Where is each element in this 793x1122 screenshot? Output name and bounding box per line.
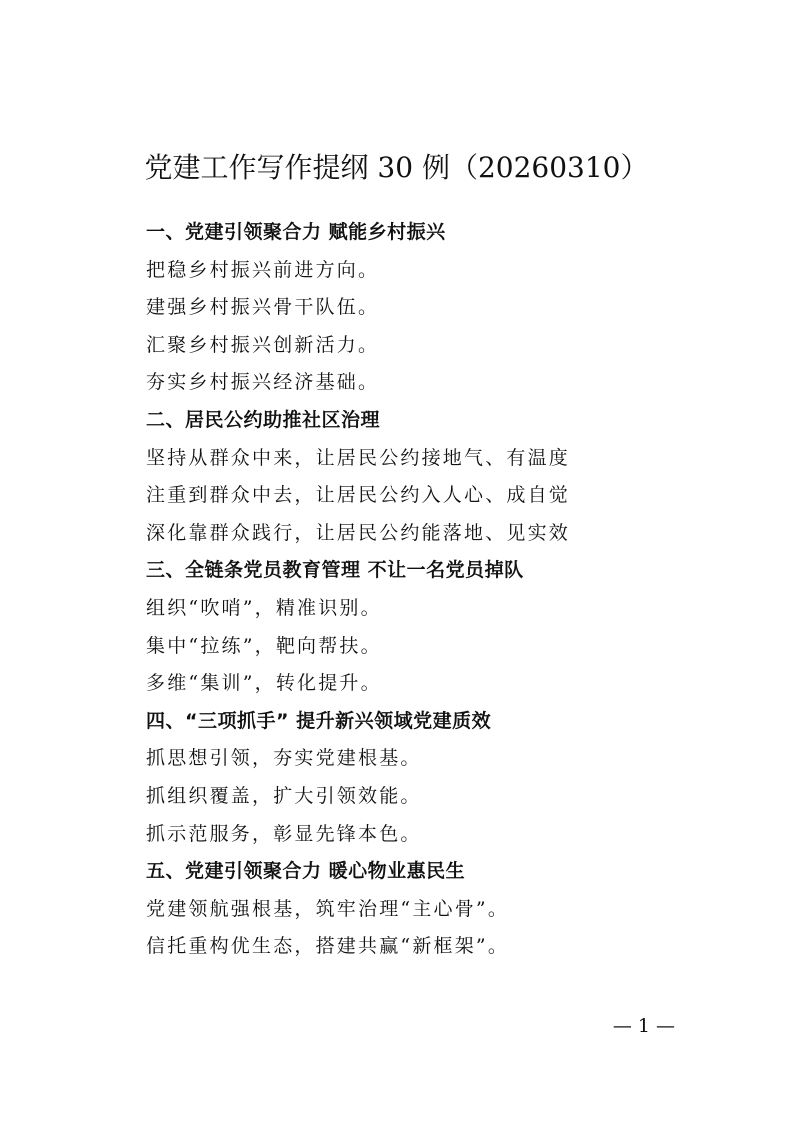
section-heading: 二、居民公约助推社区治理 (146, 408, 381, 431)
section-item: 抓示范服务，彰显先锋本色。 (146, 822, 422, 845)
section-item: 抓思想引领，夯实党建根基。 (146, 747, 422, 770)
section-item: 注重到群众中去，让居民公约入人心、成自觉 (146, 484, 571, 507)
section-item: 组织“吹哨”，精准识别。 (146, 596, 382, 619)
section-item: 夯实乡村振兴经济基础。 (146, 371, 380, 394)
section-item: 把稳乡村振兴前进方向。 (146, 258, 380, 281)
section-heading: 五、党建引领聚合力 暖心物业惠民生 (146, 860, 466, 883)
document-title: 党建工作写作提纲 30 例（20260310） (144, 151, 649, 184)
section-heading: 一、党建引领聚合力 赋能乡村振兴 (146, 221, 446, 243)
page-number: — 1 — (612, 1015, 675, 1037)
section-item: 抓组织覆盖，扩大引领效能。 (146, 784, 422, 807)
section-item: 多维“集训”，转化提升。 (146, 672, 382, 695)
section-item: 坚持从群众中来，让居民公约接地气、有温度 (146, 446, 571, 469)
section-item: 深化靠群众践行，让居民公约能落地、见实效 (146, 521, 571, 544)
section-item: 信托重构优生态，搭建共赢“新框架”。 (146, 935, 510, 958)
section-item: 集中“拉练”，靶向帮扶。 (146, 634, 382, 657)
section-item: 汇聚乡村振兴创新活力。 (146, 333, 380, 356)
section-heading: 四、“三项抓手” 提升新兴领域党建质效 (146, 709, 492, 732)
document-body (146, 214, 746, 966)
section-heading: 三、全链条党员教育管理 不让一名党员掉队 (146, 559, 524, 582)
section-item: 建强乡村振兴骨干队伍。 (146, 296, 380, 319)
section-item: 党建领航强根基，筑牢治理“主心骨”。 (146, 897, 510, 920)
